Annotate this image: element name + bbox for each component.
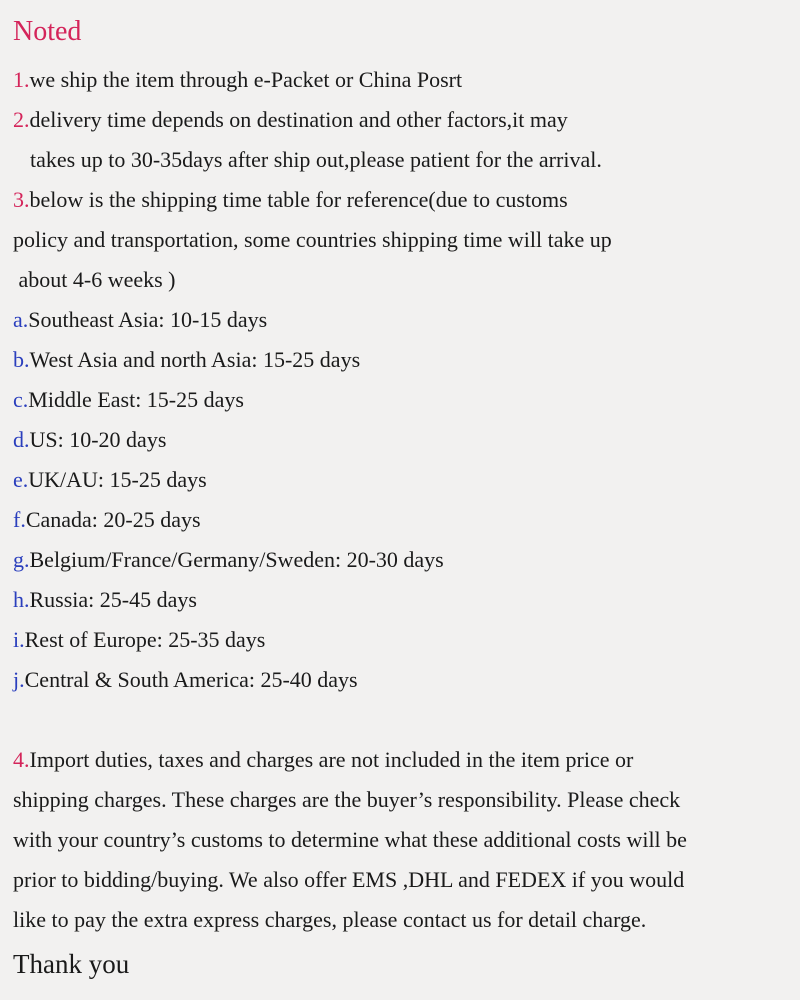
shipping-marker-j: j. bbox=[13, 667, 25, 692]
shipping-marker-a: a. bbox=[13, 307, 29, 332]
shipping-item-a bbox=[13, 306, 267, 334]
point-4-text-1: Import duties, taxes and charges are not included in the item price or bbox=[29, 747, 634, 772]
shipping-text-i: Rest of Europe: 25-35 days bbox=[24, 627, 266, 652]
shipping-text-b: West Asia and north Asia: 15-25 days bbox=[29, 347, 361, 372]
point-1-line-1 bbox=[13, 66, 462, 94]
shipping-item-e bbox=[13, 466, 207, 494]
shipping-text-f: Canada: 20-25 days bbox=[25, 507, 201, 532]
shipping-text-a: Southeast Asia: 10-15 days bbox=[28, 307, 268, 332]
shipping-item-h bbox=[13, 586, 197, 614]
shipping-marker-d: d. bbox=[13, 427, 30, 452]
point-4-line-3: with your country’s customs to determine what these additional costs will be bbox=[13, 827, 687, 852]
point-3-text-1: below is the shipping time table for reference(due to customs bbox=[29, 187, 568, 212]
shipping-text-e: UK/AU: 15-25 days bbox=[28, 467, 207, 492]
shipping-marker-e: e. bbox=[13, 467, 29, 492]
shipping-item-g bbox=[13, 546, 444, 574]
point-3-line-2: policy and transportation, some countries shipping time will take up bbox=[13, 227, 612, 252]
shipping-item-b bbox=[13, 346, 360, 374]
point-4-line-2: shipping charges. These charges are the buyer’s responsibility. Please check bbox=[13, 787, 681, 812]
shipping-text-c: Middle East: 15-25 days bbox=[28, 387, 244, 412]
point-1-marker: 1. bbox=[13, 67, 30, 92]
shipping-item-i bbox=[13, 626, 265, 654]
shipping-marker-c: c. bbox=[13, 387, 29, 412]
shipping-marker-g: g. bbox=[13, 547, 30, 572]
shipping-text-d: US: 10-20 days bbox=[29, 427, 167, 452]
shipping-text-g: Belgium/France/Germany/Sweden: 20-30 days bbox=[29, 547, 444, 572]
point-4-marker: 4. bbox=[13, 747, 30, 772]
point-4-line-1 bbox=[13, 746, 633, 774]
shipping-item-d bbox=[13, 426, 166, 454]
point-2-line-1 bbox=[13, 106, 568, 134]
shipping-item-c bbox=[13, 386, 244, 414]
point-2-marker: 2. bbox=[13, 107, 30, 132]
point-4-line-5: like to pay the extra express charges, please contact us for detail charge. bbox=[13, 907, 647, 932]
shipping-marker-h: h. bbox=[13, 587, 30, 612]
point-3-line-1 bbox=[13, 186, 568, 214]
point-1-text: we ship the item through e-Packet or China Posrt bbox=[29, 67, 463, 92]
shipping-item-j bbox=[13, 666, 358, 694]
notice-title: Noted bbox=[13, 16, 82, 47]
shipping-marker-b: b. bbox=[13, 347, 30, 372]
point-3-marker: 3. bbox=[13, 187, 30, 212]
point-2-text-1: delivery time depends on destination and other factors,it may bbox=[29, 107, 568, 132]
point-3-line-3: about 4-6 weeks ) bbox=[13, 267, 176, 292]
shipping-text-h: Russia: 25-45 days bbox=[29, 587, 197, 612]
point-4-line-4: prior to bidding/buying. We also offer EMS ,DHL and FEDEX if you would bbox=[13, 867, 685, 892]
point-2-line-2: takes up to 30-35days after ship out,please patient for the arrival. bbox=[30, 147, 602, 172]
shipping-item-f bbox=[13, 506, 201, 534]
shipping-text-j: Central & South America: 25-40 days bbox=[24, 667, 358, 692]
shipping-marker-i: i. bbox=[13, 627, 25, 652]
shipping-marker-f: f. bbox=[13, 507, 26, 532]
closing-text: Thank you bbox=[13, 949, 130, 979]
